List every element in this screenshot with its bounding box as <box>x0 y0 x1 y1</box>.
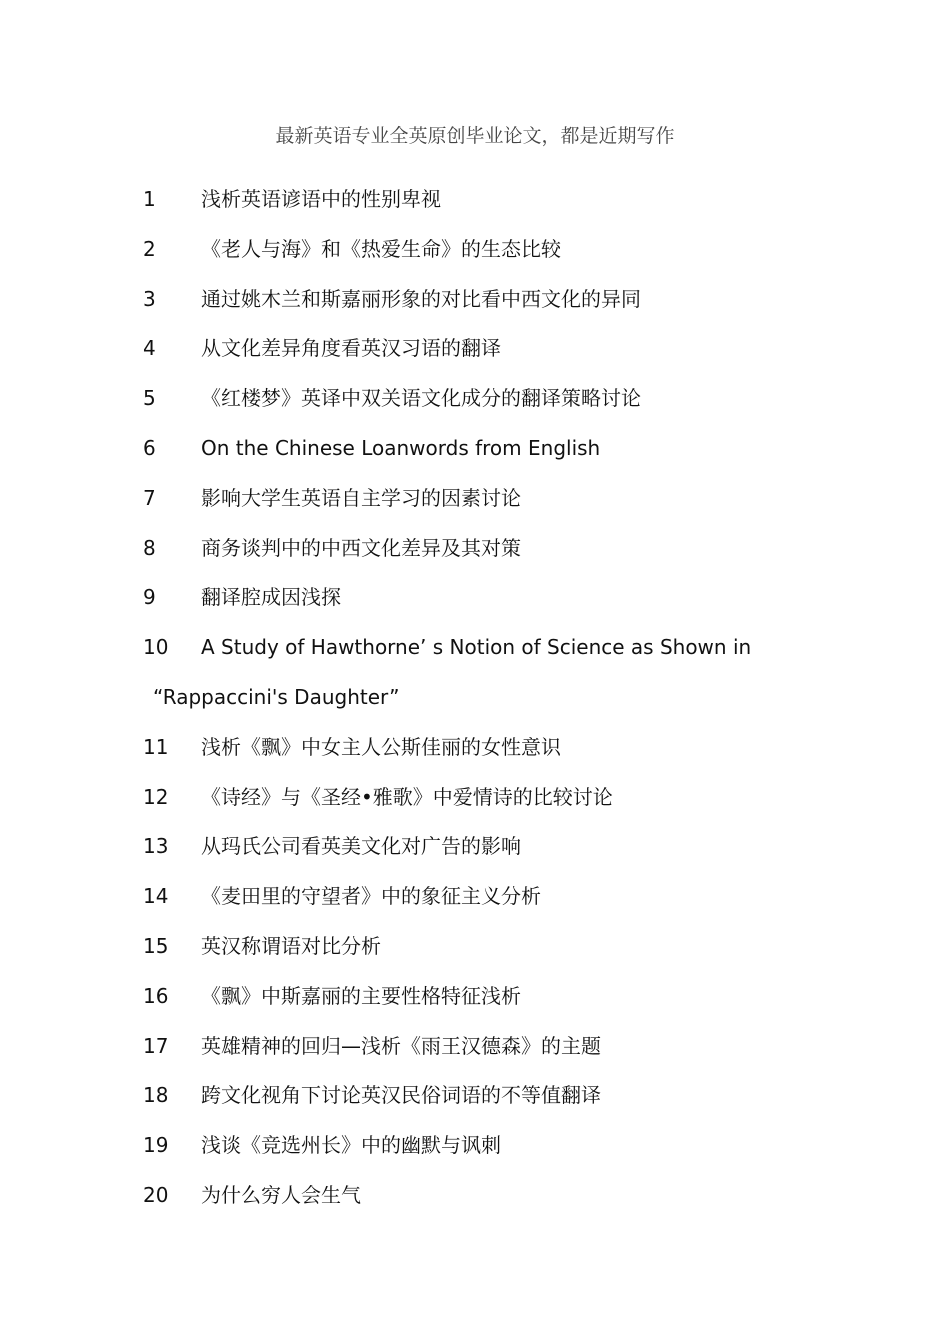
item-number: 13 <box>143 834 169 859</box>
item-number: 7 <box>143 485 156 510</box>
item-number: 10 <box>143 635 169 660</box>
item-title: 浅析《飘》中女主人公斯佳丽的女性意识 <box>201 734 561 759</box>
item-title: 从文化差异角度看英汉习语的翻译 <box>201 336 501 361</box>
item-title: 跨文化视角下讨论英汉民俗词语的不等值翻译 <box>201 1083 601 1108</box>
item-number: 5 <box>143 386 156 411</box>
item-title: 浅析英语谚语中的性别卑视 <box>201 187 441 211</box>
list-item <box>143 285 823 314</box>
item-number: 17 <box>143 1033 169 1058</box>
item-number: 9 <box>143 585 156 610</box>
item-title: 英雄精神的回归—浅析《雨王汉德森》的主题 <box>201 1033 601 1058</box>
list-item <box>143 882 823 911</box>
item-title: A Study of Hawthorne’ s Notion of Science as Shown in <box>201 635 752 660</box>
item-title: 从玛氏公司看英美文化对广告的影响 <box>201 834 521 859</box>
item-title: 《飘》中斯嘉丽的主要性格特征浅析 <box>201 983 521 1008</box>
list-item <box>143 384 823 413</box>
list-item <box>143 932 823 961</box>
list-item <box>143 534 823 563</box>
item-title: 《红楼梦》英译中双关语文化成分的翻译策略讨论 <box>201 386 641 411</box>
list-item <box>143 1032 823 1061</box>
item-number: 6 <box>143 435 156 460</box>
list-item <box>143 832 823 861</box>
item-title-continuation: “Rappaccini's Daughter” <box>153 684 400 709</box>
item-title: 《老人与海》和《热爱生命》的生态比较 <box>201 236 561 261</box>
list-item <box>143 583 823 612</box>
list-item <box>143 434 823 463</box>
item-title: 影响大学生英语自主学习的因素讨论 <box>201 485 521 510</box>
thesis-title-list <box>143 185 823 1231</box>
list-item <box>143 235 823 264</box>
item-number: 4 <box>143 336 156 361</box>
list-item <box>143 1081 823 1110</box>
item-number: 8 <box>143 535 156 560</box>
item-number: 2 <box>143 236 156 261</box>
list-item <box>143 1181 823 1210</box>
item-number: 18 <box>143 1083 169 1108</box>
item-number: 20 <box>143 1182 169 1207</box>
list-item <box>143 982 823 1011</box>
item-title: 翻译腔成因浅探 <box>201 585 341 610</box>
item-number: 19 <box>143 1133 169 1158</box>
item-number: 3 <box>143 286 156 311</box>
item-title: 商务谈判中的中西文化差异及其对策 <box>201 535 521 560</box>
item-number: 15 <box>143 933 169 958</box>
item-title: 《麦田里的守望者》中的象征主义分析 <box>201 884 541 909</box>
list-item <box>143 334 823 363</box>
item-number: 11 <box>143 734 169 759</box>
item-title: 英汉称谓语对比分析 <box>201 933 381 958</box>
list-item <box>143 484 823 513</box>
list-item <box>143 733 823 762</box>
list-item <box>143 185 823 214</box>
item-number: 1 <box>143 187 156 211</box>
item-title: 《诗经》与《圣经•雅歌》中爱情诗的比较讨论 <box>201 784 613 809</box>
list-item <box>143 633 823 712</box>
list-item <box>143 1131 823 1160</box>
item-title: 通过姚木兰和斯嘉丽形象的对比看中西文化的异同 <box>201 286 641 311</box>
list-item <box>143 783 823 812</box>
page-title: 最新英语专业全英原创毕业论文，都是近期写作 <box>275 125 675 147</box>
item-title: 为什么穷人会生气 <box>201 1182 361 1207</box>
item-number: 16 <box>143 983 169 1008</box>
item-title: On the Chinese Loanwords from English <box>201 435 601 460</box>
item-number: 14 <box>143 884 169 909</box>
item-number: 12 <box>143 784 169 809</box>
item-title: 浅谈《竞选州长》中的幽默与讽刺 <box>201 1133 501 1158</box>
